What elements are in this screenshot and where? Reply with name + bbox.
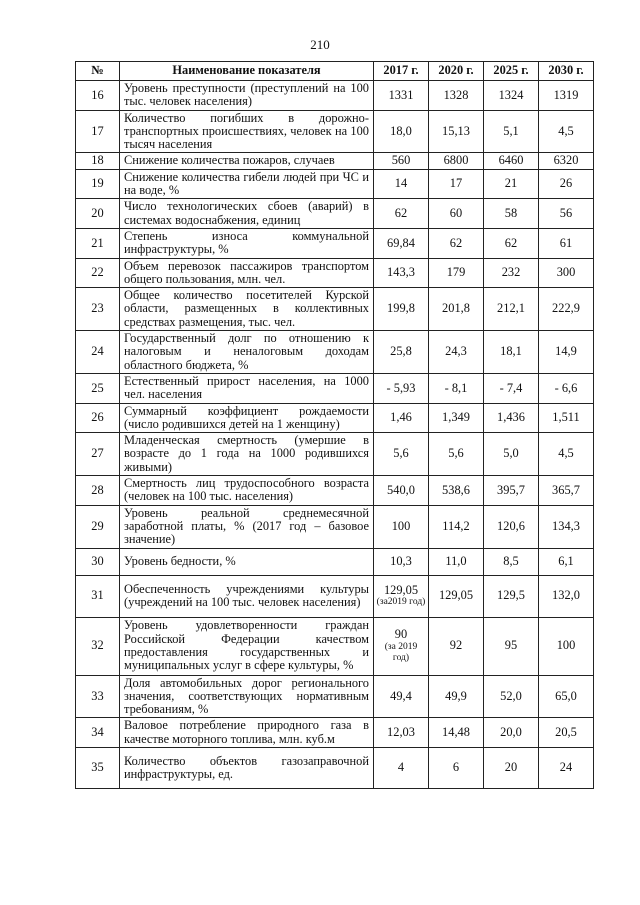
value-2020: 14,48: [429, 718, 484, 748]
value-2025: - 7,4: [484, 373, 539, 403]
value-2017-main: 540,0: [387, 482, 415, 497]
row-number: 24: [76, 331, 120, 374]
value-2017: [374, 199, 429, 229]
value-2030: 1,511: [539, 403, 594, 433]
value-2017-main: - 5,93: [386, 380, 416, 395]
value-2020: 1,349: [429, 403, 484, 433]
value-2017: [374, 288, 429, 331]
value-2017: [374, 110, 429, 153]
indicator-name: Государственный долг по отношению к налоговым и неналоговым доходам областного бюджета, %: [120, 331, 374, 374]
value-2025: 21: [484, 169, 539, 199]
value-2025: 6460: [484, 153, 539, 169]
header-2020: 2020 г.: [429, 62, 484, 81]
value-2030: 56: [539, 199, 594, 229]
value-2017: [374, 169, 429, 199]
indicator-name: Уровень реальной среднемесячной заработной платы, % (2017 год – базовое значение): [120, 505, 374, 548]
value-2025: 58: [484, 199, 539, 229]
value-2017: [374, 617, 429, 675]
indicator-name: Смертность лиц трудоспособного возраста (человек на 100 тыс. населения): [120, 476, 374, 506]
table-row: [76, 288, 594, 331]
value-2020: 6: [429, 747, 484, 788]
value-2020: 24,3: [429, 331, 484, 374]
value-2030: 300: [539, 258, 594, 288]
row-number: 32: [76, 617, 120, 675]
table-row: [76, 258, 594, 288]
row-number: 23: [76, 288, 120, 331]
value-2030: 65,0: [539, 675, 594, 718]
value-2017-main: 560: [391, 153, 411, 168]
indicator-name: Количество погибших в дорожно-транспортных происшествиях, человек на 100 тысяч населения: [120, 110, 374, 153]
header-indicator-name: Наименование показателя: [120, 62, 374, 81]
value-2030: - 6,6: [539, 373, 594, 403]
value-2025: 120,6: [484, 505, 539, 548]
value-2025: 8,5: [484, 548, 539, 575]
value-2017-main: 129,05: [383, 582, 419, 597]
header-2025: 2025 г.: [484, 62, 539, 81]
row-number: 35: [76, 747, 120, 788]
table-row: [76, 81, 594, 111]
value-2020: 201,8: [429, 288, 484, 331]
value-2017: [374, 153, 429, 169]
table-row: [76, 548, 594, 575]
value-2017: [374, 476, 429, 506]
table-header-row: [76, 62, 594, 81]
value-2030: 4,5: [539, 433, 594, 476]
indicator-name: Уровень преступности (преступлений на 100 тыс. человек населения): [120, 81, 374, 111]
value-2017-main: 18,0: [390, 123, 412, 138]
value-2030: 365,7: [539, 476, 594, 506]
value-2030: 134,3: [539, 505, 594, 548]
table-row: [76, 373, 594, 403]
header-2017: 2017 г.: [374, 62, 429, 81]
table-row: [76, 153, 594, 169]
value-2025: 95: [484, 617, 539, 675]
value-2030: 132,0: [539, 575, 594, 617]
table-row: [76, 575, 594, 617]
table-row: [76, 228, 594, 258]
indicator-name: Снижение количества гибели людей при ЧС и на воде, %: [120, 169, 374, 199]
value-2017: [374, 331, 429, 374]
value-2017-main: 4: [397, 760, 405, 775]
row-number: 21: [76, 228, 120, 258]
value-2025: 5,0: [484, 433, 539, 476]
value-2030: 1319: [539, 81, 594, 111]
value-2020: 17: [429, 169, 484, 199]
indicator-name: Уровень удовлетворенности граждан Российской Федерации качеством предоставления государственных и муниципальных услуг в сфере культуры, %: [120, 617, 374, 675]
value-2020: 15,13: [429, 110, 484, 153]
row-number: 28: [76, 476, 120, 506]
table-row: [76, 433, 594, 476]
value-2017-main: 25,8: [390, 344, 412, 359]
value-2017-main: 90: [394, 627, 408, 642]
indicator-name: Общее количество посетителей Курской области, размещенных в коллективных средствах размещения, тыс. чел.: [120, 288, 374, 331]
value-2030: 4,5: [539, 110, 594, 153]
value-2020: 179: [429, 258, 484, 288]
value-2017-main: 10,3: [390, 553, 412, 568]
table-row: [76, 617, 594, 675]
row-number: 22: [76, 258, 120, 288]
table-row: [76, 110, 594, 153]
value-2030: 6,1: [539, 548, 594, 575]
table-row: [76, 747, 594, 788]
indicator-name: Младенческая смертность (умершие в возрасте до 1 года на 1000 родившихся живыми): [120, 433, 374, 476]
value-2025: 1324: [484, 81, 539, 111]
indicator-name: Объем перевозок пассажиров транспортом общего пользования, млн. чел.: [120, 258, 374, 288]
indicators-table: [75, 61, 594, 789]
table-row: [76, 718, 594, 748]
value-2030: 26: [539, 169, 594, 199]
row-number: 33: [76, 675, 120, 718]
value-2017: [374, 675, 429, 718]
value-2017-note: (за2019 год): [376, 597, 426, 608]
page-number: 210: [310, 37, 330, 52]
indicator-name: Суммарный коэффициент рождаемости (число родившихся детей на 1 женщину): [120, 403, 374, 433]
value-2017: [374, 228, 429, 258]
value-2020: 92: [429, 617, 484, 675]
table-row: [76, 675, 594, 718]
row-number: 16: [76, 81, 120, 111]
value-2020: 1328: [429, 81, 484, 111]
value-2025: 52,0: [484, 675, 539, 718]
row-number: 34: [76, 718, 120, 748]
value-2025: 5,1: [484, 110, 539, 153]
value-2020: 49,9: [429, 675, 484, 718]
value-2025: 1,436: [484, 403, 539, 433]
indicator-name: Естественный прирост населения, на 1000 чел. населения: [120, 373, 374, 403]
value-2017-main: 49,4: [390, 688, 412, 703]
value-2025: 62: [484, 228, 539, 258]
indicator-name: Количество объектов газозаправочной инфраструктуры, ед.: [120, 747, 374, 788]
table-row: [76, 476, 594, 506]
table-row: [76, 169, 594, 199]
header-2030: 2030 г.: [539, 62, 594, 81]
value-2020: 11,0: [429, 548, 484, 575]
value-2020: - 8,1: [429, 373, 484, 403]
row-number: 29: [76, 505, 120, 548]
value-2017-note: (за 2019 год): [384, 641, 418, 663]
indicator-name: Снижение количества пожаров, случаев: [120, 153, 374, 169]
value-2025: 20,0: [484, 718, 539, 748]
value-2025: 129,5: [484, 575, 539, 617]
table-row: [76, 199, 594, 229]
value-2020: 114,2: [429, 505, 484, 548]
row-number: 26: [76, 403, 120, 433]
indicator-name: Доля автомобильных дорог регионального значения, соответствующих нормативным требованиям, %: [120, 675, 374, 718]
value-2017: [374, 81, 429, 111]
indicator-name: Число технологических сбоев (аварий) в системах водоснабжения, единиц: [120, 199, 374, 229]
row-number: 19: [76, 169, 120, 199]
value-2020: 5,6: [429, 433, 484, 476]
value-2020: 62: [429, 228, 484, 258]
row-number: 27: [76, 433, 120, 476]
value-2017: [374, 403, 429, 433]
value-2020: 129,05: [429, 575, 484, 617]
value-2017: [374, 747, 429, 788]
row-number: 31: [76, 575, 120, 617]
value-2030: 14,9: [539, 331, 594, 374]
value-2017-main: 62: [394, 206, 408, 221]
value-2030: 20,5: [539, 718, 594, 748]
value-2030: 6320: [539, 153, 594, 169]
value-2017-main: 12,03: [387, 725, 415, 740]
header-number: №: [76, 62, 120, 81]
value-2017-main: 5,6: [393, 446, 409, 461]
value-2017: [374, 258, 429, 288]
value-2020: 538,6: [429, 476, 484, 506]
row-number: 25: [76, 373, 120, 403]
indicator-name: Уровень бедности, %: [120, 548, 374, 575]
value-2030: 222,9: [539, 288, 594, 331]
value-2017-main: 1,46: [390, 410, 412, 425]
value-2020: 6800: [429, 153, 484, 169]
value-2017-main: 69,84: [387, 235, 415, 250]
value-2025: 212,1: [484, 288, 539, 331]
value-2020: 60: [429, 199, 484, 229]
value-2025: 20: [484, 747, 539, 788]
value-2017-main: 14: [394, 176, 408, 191]
value-2017-main: 199,8: [387, 301, 415, 316]
value-2017: [374, 548, 429, 575]
row-number: 20: [76, 199, 120, 229]
row-number: 30: [76, 548, 120, 575]
value-2025: 395,7: [484, 476, 539, 506]
row-number: 18: [76, 153, 120, 169]
value-2030: 100: [539, 617, 594, 675]
value-2017-main: 100: [391, 518, 411, 533]
row-number: 17: [76, 110, 120, 153]
value-2017: [374, 433, 429, 476]
indicator-name: Обеспеченность учреждениями культуры (учреждений на 100 тыс. человек населения): [120, 575, 374, 617]
value-2017: [374, 505, 429, 548]
value-2017: [374, 718, 429, 748]
value-2025: 232: [484, 258, 539, 288]
table-row: [76, 331, 594, 374]
value-2017-main: 1331: [388, 87, 414, 102]
value-2025: 18,1: [484, 331, 539, 374]
value-2030: 61: [539, 228, 594, 258]
table-row: [76, 403, 594, 433]
value-2030: 24: [539, 747, 594, 788]
value-2017: [374, 373, 429, 403]
indicator-name: Валовое потребление природного газа в качестве моторного топлива, млн. куб.м: [120, 718, 374, 748]
value-2017: [374, 575, 429, 617]
indicator-name: Степень износа коммунальной инфраструктуры, %: [120, 228, 374, 258]
table-row: [76, 505, 594, 548]
value-2017-main: 143,3: [387, 265, 415, 280]
